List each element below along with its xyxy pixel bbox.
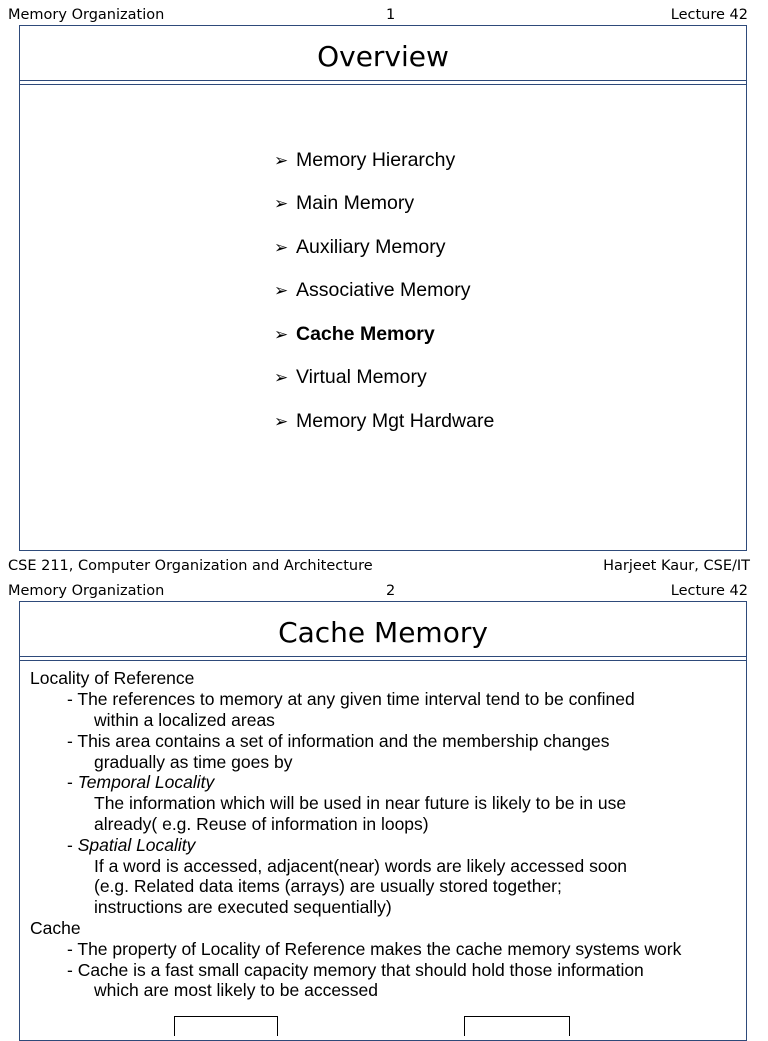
body-line: - Spatial Locality	[67, 835, 196, 855]
header-right: Lecture 42	[670, 7, 748, 23]
diagram-box-right	[464, 1016, 570, 1036]
slide-title: Overview	[317, 40, 449, 73]
body-line: gradually as time goes by	[94, 752, 293, 772]
arrow-bullet-icon: ➢	[274, 151, 289, 170]
arrow-bullet-icon: ➢	[274, 238, 289, 257]
page-number: 2	[386, 583, 396, 599]
slide-overview	[19, 25, 747, 551]
term-spatial-locality: Spatial Locality	[77, 835, 196, 855]
body-line: - Temporal Locality	[67, 772, 215, 792]
page2-header	[8, 582, 748, 600]
slide-title: Cache Memory	[278, 616, 488, 649]
arrow-bullet-icon: ➢	[274, 412, 289, 431]
list-item: ➢ Associative Memory	[274, 279, 471, 301]
page-number: 1	[386, 7, 396, 23]
arrow-bullet-icon: ➢	[274, 281, 289, 300]
header-right: Lecture 42	[670, 583, 748, 599]
heading-locality: Locality of Reference	[30, 668, 195, 688]
arrow-bullet-icon: ➢	[274, 194, 289, 213]
body-line: which are most likely to be accessed	[94, 980, 379, 1000]
body-line: instructions are executed sequentially)	[94, 897, 392, 917]
heading-cache: Cache	[30, 918, 81, 938]
body-line: - The references to memory at any given time interval tend to be confined	[67, 689, 635, 709]
list-item-current: ➢ Cache Memory	[274, 323, 435, 345]
body-line: The information which will be used in near future is likely to be in use	[94, 793, 627, 813]
diagram-box-left	[174, 1016, 278, 1036]
term-temporal-locality: Temporal Locality	[77, 772, 215, 792]
title-rule	[20, 656, 746, 661]
footer-author: Harjeet Kaur, CSE/IT	[603, 558, 750, 574]
slide-cache-memory	[19, 601, 747, 1041]
header-left: Memory Organization	[8, 7, 165, 23]
page1-header	[8, 6, 748, 24]
list-item: ➢ Memory Mgt Hardware	[274, 410, 495, 432]
arrow-bullet-icon: ➢	[274, 325, 289, 344]
footer-course: CSE 211, Computer Organization and Architecture	[8, 558, 373, 574]
list-item: ➢ Memory Hierarchy	[274, 149, 456, 171]
title-rule	[20, 80, 746, 85]
header-left: Memory Organization	[8, 583, 165, 599]
page1-footer	[8, 557, 750, 575]
body-line: If a word is accessed, adjacent(near) words are likely accessed soon	[94, 856, 628, 876]
list-item: ➢ Main Memory	[274, 192, 415, 214]
body-line: (e.g. Related data items (arrays) are usually stored together;	[94, 876, 562, 896]
body-line: within a localized areas	[94, 710, 275, 730]
list-item: ➢ Virtual Memory	[274, 366, 427, 388]
body-line: - Cache is a fast small capacity memory that should hold those information	[67, 960, 644, 980]
body-line: already( e.g. Reuse of information in loops)	[94, 814, 429, 834]
body-line: - The property of Locality of Reference makes the cache memory systems work	[67, 939, 682, 959]
body-line: - This area contains a set of information and the membership changes	[67, 731, 610, 751]
list-item: ➢ Auxiliary Memory	[274, 236, 446, 258]
arrow-bullet-icon: ➢	[274, 368, 289, 387]
